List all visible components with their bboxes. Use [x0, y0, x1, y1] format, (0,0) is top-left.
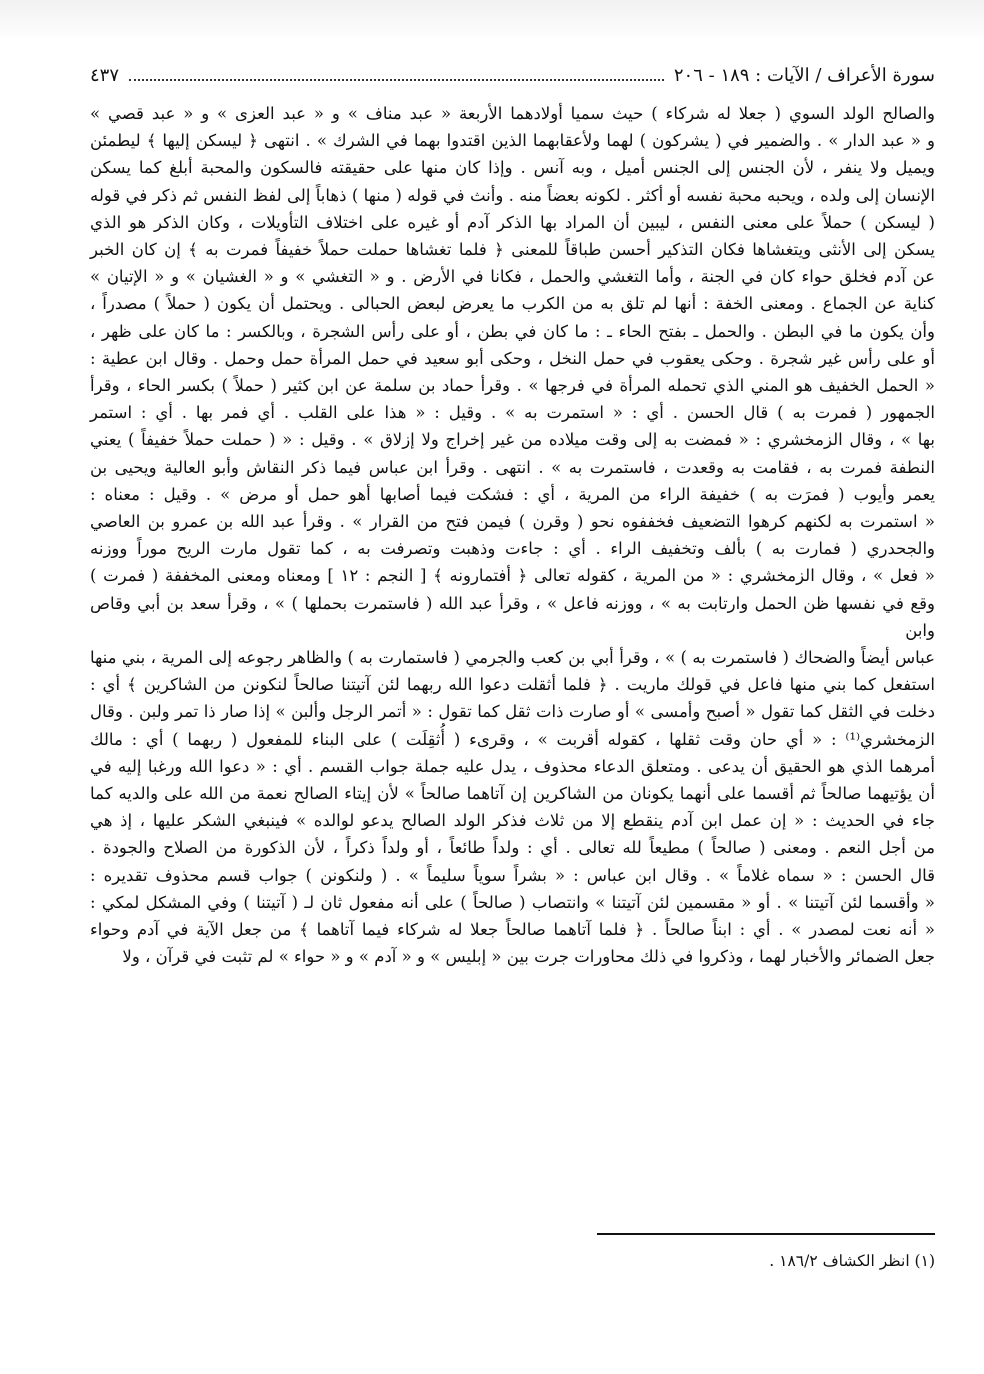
text-line: « فعل » ، وقال الزمخشري : « من المرية ، كقوله تعالى ﴿ أفتمارونه ﴾ [ النجم : ١٢ ] ومعناه ومعنى المخففة ( فمرت ) — [90, 566, 935, 586]
text-line: الزمخشري⁽¹⁾ : « أي حان وقت ثقلها ، كقوله أقربت » ، وقرىء ( أُثقِلَت ) على البناء للمفعول ( ربهما ) أي : مالك — [90, 729, 935, 749]
text-line: دخلت في الثقل كما تقول « أصبح وأمسى » أو صارت ذات ثقل كما تقول : « أتمر الرجل وألبن » إذا صار ذا تمر ولبن . وقال — [90, 702, 935, 722]
text-line: أو على رأس غير شجرة . وحكى يعقوب في حمل النخل ، وحكى أبو سعيد في حمل المرأة حمل وحمل . وقال ابن عطية : — [90, 348, 935, 368]
text-line: « وأقسما لئن آتيتنا » . أو « مقسمين لئن آتيتنا » وانتصاب ( صالحاً ) على أنه مفعول ثان لـ ( آتيتنا ) وفي المشكل لمكي : — [90, 892, 935, 912]
text-line: بها » ، وقال الزمخشري : « فمضت به إلى وقت ميلاده من غير إخراج ولا إزلاق » . وقيل : « ( حملت حملاً خفيفاً ) يعني — [90, 430, 935, 450]
text-line: يسكن إلى الأنثى ويتغشاها فكان التذكير أحسن طباقاً للمعنى ﴿ فلما تغشاها حملت حملاً خفيفاً فمرت به ﴾ إن كان الخبر — [90, 240, 935, 260]
page-header — [90, 58, 935, 92]
running-title: سورة الأعراف / الآيات : ١٨٩ - ٢٠٦ — [673, 64, 935, 86]
text-line: قال الحسن : « سماه غلاماً » . وقال ابن عباس : « بشراً سوياً سليماً » . ( ولنكونن ) جواب قسم محذوف تقديره : — [90, 865, 935, 885]
text-line: عن آدم فخلق حواء كان في الجنة ، وأما التغشي والحمل ، فكانا في الأرض . و « التغشي » و « الغشيان » و « الإتيان » — [90, 267, 935, 287]
text-line: من أجل النعم . ومعنى ( صالحاً ) مطيعاً لله تعالى . أي : ولداً طائعاً ، أو ولداً ذكراً ، لأن الذكورة من الصلاح والجودة . — [90, 838, 935, 858]
text-line: الجمهور ( فمرت به ) قال الحسن . أي : « استمرت به » . وقيل : « هذا على القلب . أي فمر بها . أي : استمر — [90, 403, 935, 423]
footnote: (١) انظر الكشاف ١٨٦/٢ . — [769, 1252, 935, 1270]
text-line: الإنسان إلى ولده ، ويحبه محبة نفسه أو أكثر . لكونه بعضاً منه . وأنث في قوله ( منها ) ذهاباً إلى لفظ النفس ثم ذكر في قوله — [90, 185, 935, 205]
text-line: و « عبد الدار » . والضمير في ( يشركون ) لهما ولأعقابهما الذين اقتدوا بهما في الشرك » . انتهى ﴿ ليسكن إليها ﴾ ليطمئن — [90, 131, 935, 151]
text-line: ( ليسكن ) حملاً على معنى النفس ، ليبين أن المراد بها الذكر آدم أو غيره على اختلاف التأويلات ، وكان الذكر هو الذي — [90, 212, 935, 232]
dotted-leader — [129, 69, 664, 81]
body-text — [90, 100, 935, 971]
page-number: ٤٣٧ — [90, 64, 120, 86]
text-line: وقع في نفسها ظن الحمل وارتابت به » ، ووزنه فاعل » ، وقرأ عبد الله ( فاستمرت بحملها ) » ، وقرأ سعد بن أبي وقاص وابن — [90, 593, 935, 640]
book-page — [90, 58, 935, 971]
text-line: أن يؤتيهما صالحاً ثم أقسما على أنهما يكونان من الشاكرين إن آتاهما صالحاً » لأن إيتاء الصالح نعمة من الله على والديه كما — [90, 784, 935, 804]
text-line: والجحدري ( فمارت به ) بألف وتخفيف الراء . أي : جاءت وذهبت وتصرفت به ، كما تقول مارت الريح موراً ووزنه — [90, 539, 935, 559]
text-line: وأن يكون ما في البطن . والحمل ـ بفتح الحاء ـ : ما كان في بطن ، أو على رأس الشجرة ، وبالكسر : ما كان على ظهر ، — [90, 321, 935, 341]
text-line: جعل الضمائر والأخبار لهما ، وذكروا في ذلك محاورات جرت بين « إبليس » و « آدم » و « حواء » لم تثبت في قرآن ، ولا — [122, 947, 935, 967]
text-line: والصالح الولد السوي ( جعلا له شركاء ) حيث سميا أولادهما الأربعة « عبد مناف » و « عبد العزى » و « عبد قصي » — [90, 104, 935, 123]
text-line: ويميل ولا ينفر ، لأن الجنس إلى الجنس أميل ، وبه آنس . وإذا كان منها على حقيقته فالسكون والمحبة أبلغ كما يسكن — [90, 158, 935, 178]
text-line: يعمر وأيوب ( فمرَت به ) خفيفة الراء من المرية ، أي : فشكت فيما أصابها أهو حمل أو مرض » . وقيل : معناه : — [90, 484, 935, 504]
text-line: عباس أيضاً والضحاك ( فاستمرت به ) » ، وقرأ أبي بن كعب والجرمي ( فاستمارت به ) والظاهر رجوعه إلى المرية ، بني منها — [90, 648, 935, 668]
text-line: كناية عن الجماع . ومعنى الخفة : أنها لم تلق به من الكرب ما يعرض لبعض الحبالى . ويحتمل أن يكون ( حملاً ) مصدراً ، — [90, 294, 935, 314]
text-line: « استمرت به لكنهم كرهوا التضعيف فخففوه نحو ( وقرن ) فيمن فتح من القرار » . وقرأ عبد الله بن عمرو بن العاصي — [90, 512, 935, 532]
text-line: أمرهما الذي هو الحقيق أن يدعى . ومتعلق الدعاء محذوف ، يدل عليه جملة جواب القسم . أي : « دعوا الله ورغبا إليه في — [90, 756, 935, 776]
footnote-divider — [597, 1233, 935, 1235]
text-line: النطفة فمرت به ، فقامت به وقعدت ، فاستمرت به » . انتهى . وقرأ ابن عباس فيما ذكر النقاش وأبو العالية ويحيى بن — [90, 457, 935, 477]
scan-edge-noise — [0, 0, 984, 40]
text-line: « الحمل الخفيف هو المني الذي تحمله المرأة في فرجها » . وقرأ حماد بن سلمة عن ابن كثير ( حملاً ) بكسر الحاء ، وقرأ — [90, 376, 935, 396]
text-line: جاء في الحديث : « إن عمل ابن آدم ينقطع إلا من ثلاث فذكر الولد الصالح يدعو لوالده » فينبغي الشكر عليها ، إذ هي — [90, 811, 935, 831]
text-line: استفعل كما بني منها فاعل في قولك ماريت . ﴿ فلما أثقلت دعوا الله ربهما لئن آتيتنا صالحاً لنكونن من الشاكرين ﴾ أي : — [90, 675, 935, 695]
text-line: « أنه نعت لمصدر » . أي : ابناً صالحاً . ﴿ فلما آتاهما صالحاً جعلا له شركاء فيما آتاهما ﴾ من جعل الآية في آدم وحواء — [90, 920, 935, 940]
